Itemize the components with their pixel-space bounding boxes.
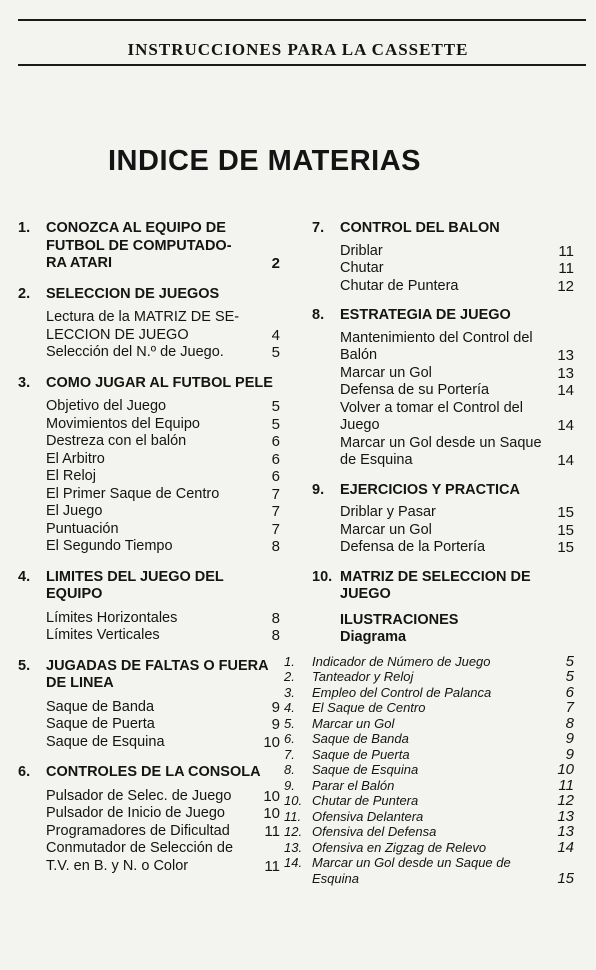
illustration-entry	[284, 793, 574, 809]
illustration-entry	[284, 700, 574, 716]
page-number: 14	[557, 838, 574, 856]
diagram-subheading: Diagrama	[340, 629, 407, 645]
page-number: 5	[271, 415, 280, 433]
header-rule	[18, 64, 586, 66]
illustrations-section	[284, 611, 574, 887]
page-number: 11	[558, 242, 574, 260]
illustration-entry	[284, 809, 574, 825]
page-number: 9	[271, 698, 280, 716]
page-number: 5	[565, 652, 574, 670]
section-heading	[18, 658, 280, 693]
page-number: 10	[263, 805, 280, 822]
toc-section	[18, 764, 280, 875]
entry-title: El Segundo Tiempo	[46, 538, 173, 554]
toc-entry	[18, 699, 280, 717]
toc-entry	[18, 823, 280, 841]
illustration-entry	[284, 685, 574, 701]
entry-title: Lectura de la MATRIZ DE SE-LECCION DE JUEGO	[46, 309, 240, 343]
entry-title: Límites Verticales	[46, 627, 160, 643]
section-title: LIMITES DEL JUEGO DEL EQUIPO	[46, 568, 224, 602]
page-number: 10	[263, 787, 280, 805]
entry-title: Chutar	[340, 260, 384, 276]
toc-entry	[312, 400, 574, 435]
illustration-title: El Saque de Centro	[312, 700, 426, 715]
toc-entry	[18, 521, 280, 539]
toc-section	[18, 375, 280, 556]
toc-entry	[312, 260, 574, 278]
illustration-entry	[284, 824, 574, 840]
page-number: 6	[271, 468, 280, 485]
toc-entry	[312, 243, 574, 261]
illustration-entry	[284, 778, 574, 794]
section-title: CONTROLES DE LA CONSOLA	[46, 764, 261, 780]
page-number: 5	[271, 344, 280, 361]
page-number: 9	[565, 745, 574, 763]
illustration-title: Saque de Banda	[312, 731, 409, 746]
section-number: 1.	[18, 220, 31, 236]
page-number: 8	[271, 609, 280, 627]
entry-title: El Juego	[46, 503, 103, 519]
illustrations-heading: ILUSTRACIONES	[340, 611, 459, 628]
illustration-title: Indicador de Número de Juego	[312, 653, 491, 669]
section-heading	[18, 286, 280, 304]
toc-entry	[18, 734, 280, 752]
entry-title: El Arbitro	[46, 450, 105, 467]
entry-title: Saque de Banda	[46, 698, 155, 715]
illustration-number: 4.	[284, 700, 295, 715]
entry-title: Volver a tomar el Control del Juego	[340, 399, 523, 433]
toc-section	[312, 220, 574, 295]
page-number: 12	[557, 277, 574, 295]
section-title: CONTROL DEL BALON	[340, 220, 500, 236]
section-title: ESTRATEGIA DE JUEGO	[340, 307, 511, 323]
section-number: 8.	[312, 307, 325, 323]
entry-title: Marcar un Gol desde un Saque de Esquina	[340, 434, 542, 468]
section-heading	[312, 307, 574, 325]
toc-entry	[18, 503, 280, 521]
page-number: 7	[271, 503, 280, 520]
illustration-list	[284, 654, 574, 887]
toc-entry	[18, 416, 280, 434]
section-heading	[312, 220, 574, 238]
illustration-entry	[284, 840, 574, 856]
page-number: 15	[557, 869, 574, 887]
entry-title: Movimientos del Equipo	[46, 415, 200, 432]
toc-left-column	[18, 220, 280, 875]
toc-entry	[18, 468, 280, 486]
illustration-entry	[284, 762, 574, 778]
illustration-number: 11.	[284, 808, 302, 824]
page-number: 8	[565, 714, 574, 732]
entry-title: Defensa de la Portería	[340, 539, 486, 555]
section-heading	[312, 569, 574, 604]
toc-entry	[312, 330, 574, 365]
toc-section	[18, 220, 280, 273]
section-number: 7.	[312, 220, 325, 236]
section-heading	[18, 220, 280, 273]
toc-section	[18, 569, 280, 645]
page-number: 11	[558, 776, 574, 794]
entry-title: Programadores de Dificultad	[46, 822, 230, 839]
entry-title: El Primer Saque de Centro	[46, 485, 220, 502]
toc-entry	[18, 840, 280, 875]
page-number: 8	[271, 538, 280, 555]
illustration-number: 9.	[284, 777, 295, 793]
illustration-number: 13.	[284, 839, 303, 855]
page-number: 5	[565, 668, 574, 685]
illustration-title: Tanteador y Reloj	[312, 669, 414, 684]
illustration-title: Saque de Esquina	[312, 762, 419, 777]
top-rule	[18, 19, 586, 21]
toc-entry	[312, 435, 574, 470]
page-number: 11	[264, 857, 280, 875]
illustration-entry	[284, 855, 574, 886]
section-title: CONOZCA AL EQUIPO DE FUTBOL DE COMPUTADO-RA ATARI	[46, 220, 232, 271]
entry-title: Marcar un Gol	[340, 521, 432, 538]
toc-entry	[312, 504, 574, 522]
illustration-title: Parar el Balón	[312, 777, 395, 793]
toc-section	[312, 482, 574, 557]
entry-title: Conmutador de Selección de T.V. en B. y N. o Color	[46, 840, 234, 874]
page-number: 5	[271, 398, 280, 415]
page-number: 10	[557, 761, 574, 778]
illustration-title: Ofensiva del Defensa	[312, 824, 437, 839]
entry-title: Chutar de Puntera	[340, 277, 459, 294]
entry-title: Driblar y Pasar	[340, 504, 436, 520]
entry-title: Pulsador de Inicio de Juego	[46, 805, 225, 821]
illustration-entry	[284, 731, 574, 747]
section-number: 4.	[18, 568, 31, 585]
page-number: 14	[557, 417, 574, 434]
section-heading	[18, 569, 280, 604]
illustration-title: Chutar de Puntera	[312, 793, 419, 808]
section-heading	[18, 764, 280, 782]
page-number: 9	[271, 716, 280, 733]
toc-entry	[18, 610, 280, 628]
illustration-entry	[284, 654, 574, 670]
section-number: 9.	[312, 481, 325, 498]
toc-entry	[18, 451, 280, 469]
toc-entry	[18, 805, 280, 823]
page-number: 14	[557, 382, 574, 399]
toc-entry	[312, 539, 574, 557]
illustration-entry	[284, 669, 574, 685]
section-number: 6.	[18, 764, 31, 780]
entry-title: Saque de Puerta	[46, 716, 155, 732]
toc-entry	[18, 344, 280, 362]
page-number: 15	[557, 521, 574, 539]
illustration-number: 5.	[284, 715, 295, 731]
entry-title: Marcar un Gol	[340, 364, 432, 381]
illustration-number: 3.	[284, 684, 295, 700]
illustration-title: Ofensiva en Zigzag de Relevo	[312, 839, 487, 855]
page-number: 4	[271, 326, 280, 344]
toc-section	[312, 307, 574, 470]
toc-entry	[312, 278, 574, 296]
page-number: 11	[264, 822, 280, 840]
page-number: 2	[271, 255, 280, 272]
section-number: 5.	[18, 657, 31, 674]
toc-entry	[18, 788, 280, 806]
page-number: 6	[565, 683, 574, 701]
page-number: 9	[565, 730, 574, 747]
entry-title: Saque de Esquina	[46, 733, 165, 750]
illustration-number: 10.	[284, 793, 303, 808]
toc-entry	[312, 522, 574, 540]
illustration-entry	[284, 747, 574, 763]
toc-entry	[18, 486, 280, 504]
illustration-number: 1.	[284, 653, 295, 669]
entry-title: Puntuación	[46, 520, 119, 537]
entry-title: Driblar	[340, 242, 383, 259]
illustration-number: 7.	[284, 746, 295, 762]
section-heading	[312, 482, 574, 500]
illustration-number: 6.	[284, 731, 295, 746]
page-number: 13	[557, 347, 574, 364]
section-heading	[18, 375, 280, 393]
toc-section	[312, 569, 574, 604]
page-number: 10	[263, 733, 280, 751]
entry-title: Pulsador de Selec. de Juego	[46, 787, 232, 804]
page-number: 6	[271, 450, 280, 468]
page-number: 6	[271, 433, 280, 450]
section-number: 3.	[18, 374, 31, 391]
section-title: COMO JUGAR AL FUTBOL PELE	[46, 374, 273, 391]
entry-title: El Reloj	[46, 468, 96, 484]
section-title: EJERCICIOS Y PRACTICA	[340, 481, 520, 498]
entry-title: Defensa de su Portería	[340, 382, 490, 398]
toc-entry	[18, 398, 280, 416]
entry-title: Selección del N.º de Juego.	[46, 344, 224, 360]
illustration-title: Marcar un Gol desde un Saque de Esquina	[312, 855, 511, 886]
toc-entry	[18, 309, 280, 344]
toc-entry	[312, 365, 574, 383]
entry-title: Mantenimiento del Control del Balón	[340, 329, 533, 363]
section-number: 10.	[312, 568, 333, 585]
page-number: 7	[271, 485, 280, 503]
section-number: 2.	[18, 285, 31, 302]
section-title: MATRIZ DE SELECCION DE JUEGO	[340, 568, 531, 602]
toc-entry	[18, 538, 280, 556]
page-number: 14	[557, 452, 574, 469]
toc-entry	[18, 433, 280, 451]
page-number: 15	[557, 539, 574, 556]
page-number: 13	[557, 807, 574, 825]
illustration-title: Saque de Puerta	[312, 746, 410, 762]
page-number: 11	[558, 260, 574, 277]
section-title: SELECCION DE JUEGOS	[46, 285, 220, 302]
page-number: 13	[557, 823, 574, 840]
toc-entry	[18, 627, 280, 645]
page-number: 12	[557, 792, 574, 809]
page-header: INSTRUCCIONES PARA LA CASSETTE	[127, 40, 469, 59]
page-number: 7	[565, 699, 574, 716]
toc-right-column	[284, 220, 574, 887]
illustration-entry	[284, 716, 574, 732]
page-title: INDICE DE MATERIAS	[108, 145, 421, 177]
page-number: 8	[271, 627, 280, 644]
entry-title: Límites Horizontales	[46, 609, 178, 626]
illustration-title: Empleo del Control de Palanca	[312, 684, 492, 700]
toc-section	[18, 658, 280, 752]
illustration-title: Ofensiva Delantera	[312, 808, 424, 824]
illustration-number: 12.	[284, 824, 303, 839]
illustration-number: 2.	[284, 669, 295, 684]
illustration-number: 8.	[284, 762, 295, 777]
toc-entry	[18, 716, 280, 734]
section-title: JUGADAS DE FALTAS O FUERA DE LINEA	[46, 657, 269, 691]
toc-entry	[312, 382, 574, 400]
entry-title: Destreza con el balón	[46, 433, 187, 449]
page-number: 15	[557, 504, 574, 521]
page-number: 7	[271, 520, 280, 538]
toc-section	[18, 286, 280, 362]
page-number: 13	[557, 364, 574, 382]
entry-title: Objetivo del Juego	[46, 398, 167, 414]
illustration-title: Marcar un Gol	[312, 715, 395, 731]
illustration-number: 14.	[284, 855, 303, 870]
